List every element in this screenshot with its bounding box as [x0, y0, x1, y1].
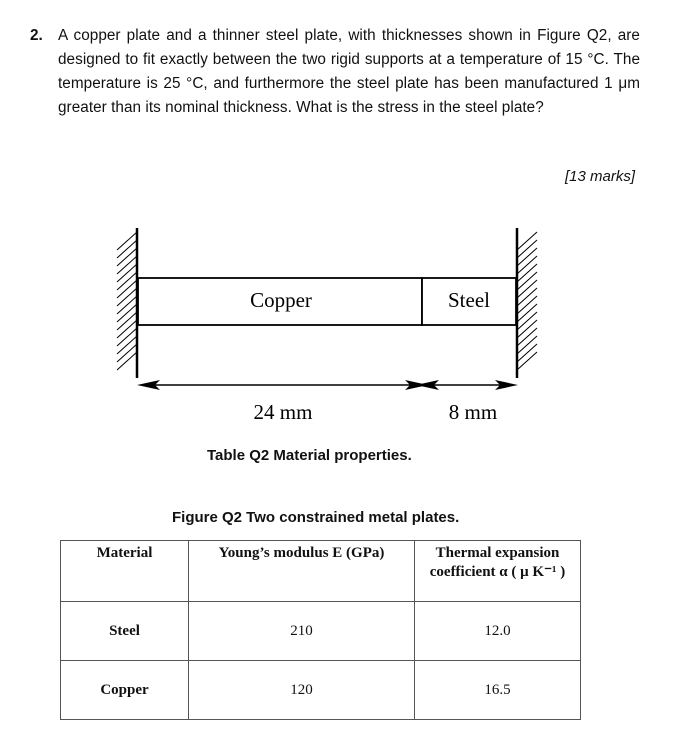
header-thermal-line2: coefficient α ( μ K⁻¹ ): [429, 564, 566, 580]
copper-label: Copper: [250, 288, 312, 312]
material-properties-table: [60, 540, 581, 720]
table-caption: Table Q2 Material properties.: [207, 447, 412, 464]
question-text: A copper plate and a thinner steel plate, with thicknesses shown in Figure Q2, are designed to fit exactly between the two rigid supports at a temperature of 15 °C. The temperature is 25 °C, and furthermore the steel plate has been manufactured 1 μm greater than its nominal thickness. What is the stress in the steel plate?: [58, 27, 640, 116]
row-youngs: 120: [189, 661, 415, 720]
table-row: [61, 661, 581, 720]
header-thermal-expansion: [415, 541, 581, 602]
row-material: Copper: [61, 661, 189, 720]
header-material: Material: [61, 541, 189, 602]
steel-dimension-label: 8 mm: [448, 400, 498, 424]
left-support-wall: [117, 228, 137, 378]
right-support-wall: [517, 228, 537, 378]
copper-dimension-arrow: [137, 380, 428, 390]
row-thermal: 12.0: [415, 602, 581, 661]
table-header-row: [61, 541, 581, 602]
header-youngs-modulus: Young’s modulus E (GPa): [189, 541, 415, 602]
row-youngs: 210: [189, 602, 415, 661]
row-material: Steel: [61, 602, 189, 661]
marks-label: [13 marks]: [564, 168, 635, 185]
question-number: 2.: [30, 27, 43, 44]
steel-dimension-arrow: [416, 380, 518, 390]
header-thermal-line1: Thermal expansion: [435, 545, 560, 561]
figure-caption: Figure Q2 Two constrained metal plates.: [172, 509, 460, 526]
copper-dimension-label: 24 mm: [253, 400, 313, 424]
row-thermal: 16.5: [415, 661, 581, 720]
steel-label: Steel: [448, 288, 490, 312]
table-row: [61, 602, 581, 661]
